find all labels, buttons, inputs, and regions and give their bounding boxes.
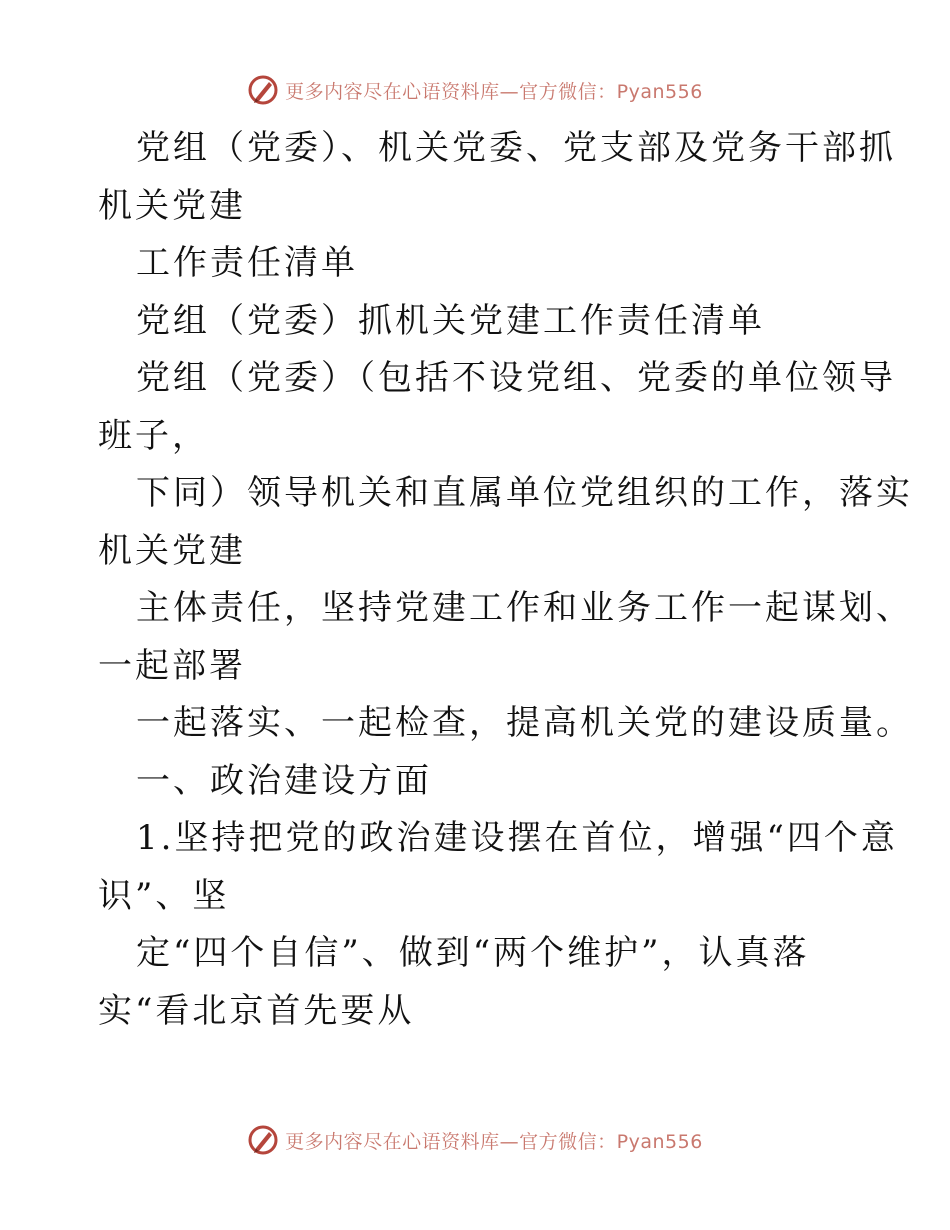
document-line: 定“四个自信”、做到“两个维护”，认真落 (136, 933, 810, 973)
header-wechat-id: Pyan556 (616, 80, 703, 103)
footer-banner-inner (247, 1124, 703, 1156)
document-line: 1.坚持把党的政治建设摆在首位，增强“四个意 (136, 818, 898, 858)
document-line: 党组（党委）抓机关党建工作责任清单 (136, 300, 765, 341)
document-line: 机关党建 (98, 530, 246, 571)
document-line: 班子， (98, 415, 209, 456)
header-watermark-banner (0, 70, 950, 110)
document-line: 下同）领导机关和直属单位党组织的工作，落实 (136, 473, 913, 513)
header-banner-text (285, 77, 703, 104)
footer-banner-label: 更多内容尽在心语资料库—官方微信： (285, 1130, 617, 1153)
document-line: 一起落实、一起检查，提高机关党的建设质量。 (136, 703, 913, 743)
footer-banner-text (285, 1127, 703, 1154)
footer-wechat-id: Pyan556 (616, 1130, 703, 1153)
pen-logo-icon (247, 74, 279, 106)
document-line: 主体责任，坚持党建工作和业务工作一起谋划、 (136, 588, 913, 628)
header-banner-label: 更多内容尽在心语资料库—官方微信： (285, 80, 617, 103)
document-line: 机关党建 (98, 185, 246, 226)
document-line: 工作责任清单 (136, 243, 358, 283)
document-line: 党组（党委）（包括不设党组、党委的单位领导 (136, 358, 896, 398)
document-line: 实“看北京首先要从 (98, 990, 415, 1031)
document-line: 党组（党委）、机关党委、党支部及党务干部抓 (136, 128, 896, 168)
document-line: 识”、坚 (98, 875, 230, 916)
document-line: 一起部署 (98, 645, 246, 686)
document-body (98, 120, 913, 1040)
header-banner-inner (247, 74, 703, 106)
pen-logo-icon (247, 1124, 279, 1156)
footer-watermark-banner (0, 1120, 950, 1160)
document-line: 一、政治建设方面 (136, 760, 432, 801)
